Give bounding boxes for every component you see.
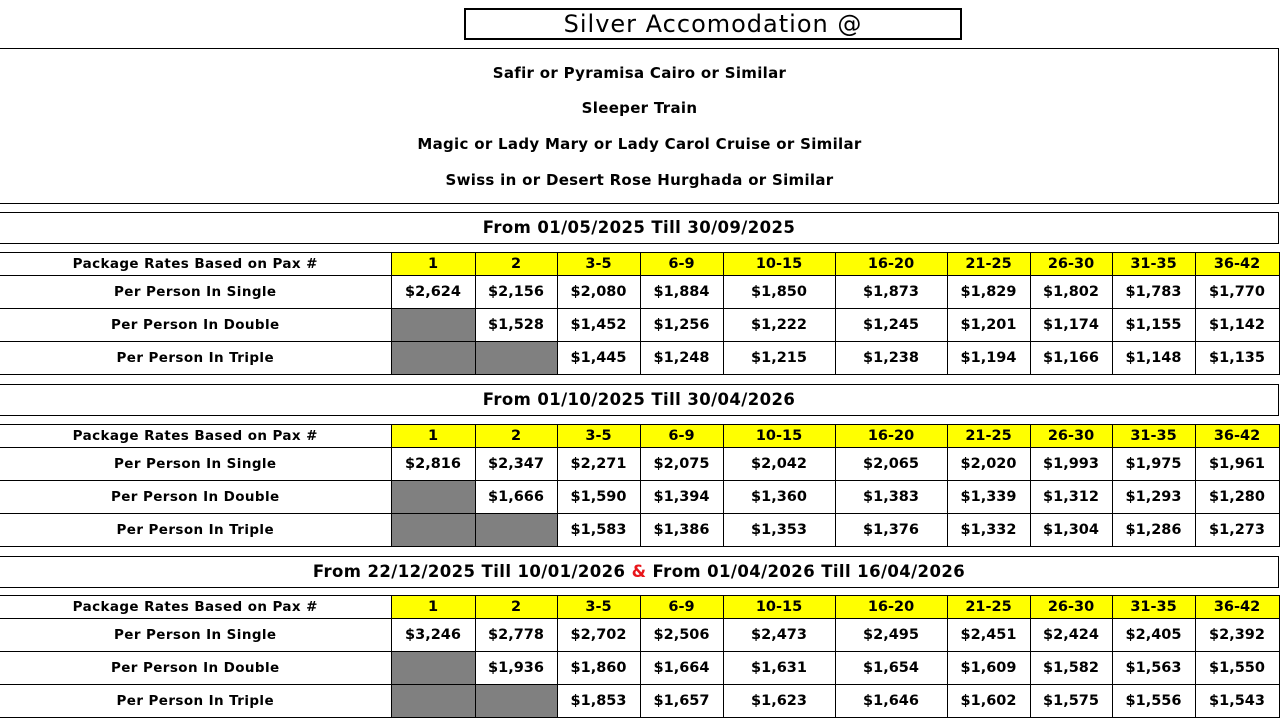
room-type-label: Per Person In Single [0, 276, 391, 309]
unavailable-cell [391, 342, 475, 375]
price-cell: $1,248 [640, 342, 723, 375]
hotels-box [0, 48, 1279, 204]
price-cell: $1,166 [1030, 342, 1112, 375]
room-type-label: Per Person In Single [0, 619, 391, 652]
price-cell: $1,850 [723, 276, 835, 309]
price-cell: $1,590 [557, 481, 640, 514]
price-cell: $2,080 [557, 276, 640, 309]
price-cell: $1,936 [475, 652, 557, 685]
price-cell: $1,563 [1112, 652, 1195, 685]
pax-group-header: 26-30 [1030, 425, 1112, 448]
period-range-1: From 22/12/2025 Till 10/01/2026 [312, 562, 626, 581]
price-cell: $1,280 [1195, 481, 1279, 514]
price-cell: $2,816 [391, 448, 475, 481]
price-cell: $2,778 [475, 619, 557, 652]
price-cell: $1,312 [1030, 481, 1112, 514]
price-cell: $1,993 [1030, 448, 1112, 481]
room-type-label: Per Person In Double [0, 481, 391, 514]
price-cell: $1,961 [1195, 448, 1279, 481]
period-heading: From 01/10/2025 Till 30/04/2026 [0, 384, 1279, 416]
hotel-line-cairo: Safir or Pyramisa Cairo or Similar [492, 64, 787, 82]
price-cell: $1,556 [1112, 685, 1195, 718]
room-type-label: Per Person In Double [0, 309, 391, 342]
ampersand: & [631, 562, 647, 581]
price-cell: $1,602 [947, 685, 1030, 718]
price-cell: $1,664 [640, 652, 723, 685]
pax-group-header: 1 [391, 596, 475, 619]
pax-group-header: 16-20 [835, 596, 947, 619]
price-cell: $1,452 [557, 309, 640, 342]
price-cell: $1,654 [835, 652, 947, 685]
price-cell: $3,246 [391, 619, 475, 652]
room-type-label: Per Person In Single [0, 448, 391, 481]
unavailable-cell [475, 342, 557, 375]
price-cell: $1,215 [723, 342, 835, 375]
price-cell: $1,386 [640, 514, 723, 547]
pax-group-header: 21-25 [947, 253, 1030, 276]
hotel-line-cruise: Magic or Lady Mary or Lady Carol Cruise or Similar [417, 135, 862, 153]
rates-table [0, 252, 1280, 375]
pax-group-header: 31-35 [1112, 596, 1195, 619]
pax-group-header: 3-5 [557, 253, 640, 276]
pax-group-header: 31-35 [1112, 253, 1195, 276]
price-cell: $1,360 [723, 481, 835, 514]
hotel-line-hurghada: Swiss in or Desert Rose Hurghada or Similar [445, 171, 834, 189]
price-cell: $2,451 [947, 619, 1030, 652]
pax-group-header: 21-25 [947, 596, 1030, 619]
price-cell: $1,666 [475, 481, 557, 514]
price-cell: $1,445 [557, 342, 640, 375]
price-cell: $1,853 [557, 685, 640, 718]
price-cell: $1,332 [947, 514, 1030, 547]
price-cell: $1,783 [1112, 276, 1195, 309]
price-cell: $1,802 [1030, 276, 1112, 309]
period-heading: From 01/05/2025 Till 30/09/2025 [0, 212, 1279, 244]
price-cell: $1,582 [1030, 652, 1112, 685]
price-cell: $2,020 [947, 448, 1030, 481]
pax-header-label: Package Rates Based on Pax # [0, 425, 391, 448]
pax-group-header: 2 [475, 425, 557, 448]
price-cell: $1,194 [947, 342, 1030, 375]
unavailable-cell [391, 514, 475, 547]
price-cell: $2,392 [1195, 619, 1279, 652]
price-cell: $1,142 [1195, 309, 1279, 342]
pax-group-header: 3-5 [557, 596, 640, 619]
price-cell: $1,631 [723, 652, 835, 685]
price-cell: $1,543 [1195, 685, 1279, 718]
price-cell: $2,156 [475, 276, 557, 309]
room-type-label: Per Person In Triple [0, 342, 391, 375]
price-cell: $2,506 [640, 619, 723, 652]
price-cell: $1,873 [835, 276, 947, 309]
rates-table [0, 424, 1280, 547]
pax-group-header: 36-42 [1195, 253, 1279, 276]
price-cell: $1,293 [1112, 481, 1195, 514]
price-cell: $1,394 [640, 481, 723, 514]
price-cell: $1,975 [1112, 448, 1195, 481]
pax-group-header: 21-25 [947, 425, 1030, 448]
pax-group-header: 3-5 [557, 425, 640, 448]
pax-group-header: 6-9 [640, 596, 723, 619]
price-cell: $2,271 [557, 448, 640, 481]
pax-group-header: 1 [391, 253, 475, 276]
price-cell: $1,770 [1195, 276, 1279, 309]
price-cell: $1,201 [947, 309, 1030, 342]
price-cell: $1,256 [640, 309, 723, 342]
price-cell: $1,353 [723, 514, 835, 547]
price-cell: $1,575 [1030, 685, 1112, 718]
pax-header-label: Package Rates Based on Pax # [0, 253, 391, 276]
room-type-label: Per Person In Triple [0, 685, 391, 718]
price-cell: $1,528 [475, 309, 557, 342]
pax-group-header: 10-15 [723, 253, 835, 276]
price-cell: $2,495 [835, 619, 947, 652]
price-cell: $1,646 [835, 685, 947, 718]
pax-group-header: 10-15 [723, 596, 835, 619]
price-cell: $2,624 [391, 276, 475, 309]
price-cell: $1,623 [723, 685, 835, 718]
price-cell: $1,222 [723, 309, 835, 342]
price-cell: $1,550 [1195, 652, 1279, 685]
rates-table [0, 595, 1280, 718]
room-type-label: Per Person In Triple [0, 514, 391, 547]
pax-group-header: 36-42 [1195, 425, 1279, 448]
room-type-label: Per Person In Double [0, 652, 391, 685]
price-cell: $1,286 [1112, 514, 1195, 547]
price-cell: $1,238 [835, 342, 947, 375]
unavailable-cell [391, 652, 475, 685]
page-title: Silver Accomodation @ [464, 8, 962, 40]
price-cell: $2,405 [1112, 619, 1195, 652]
price-cell: $2,473 [723, 619, 835, 652]
period-heading [0, 556, 1279, 588]
price-cell: $1,245 [835, 309, 947, 342]
price-cell: $1,583 [557, 514, 640, 547]
price-cell: $1,135 [1195, 342, 1279, 375]
price-cell: $1,155 [1112, 309, 1195, 342]
hotel-line-train: Sleeper Train [581, 99, 698, 117]
pax-group-header: 36-42 [1195, 596, 1279, 619]
pax-group-header: 26-30 [1030, 253, 1112, 276]
pax-header-label: Package Rates Based on Pax # [0, 596, 391, 619]
price-cell: $1,174 [1030, 309, 1112, 342]
pax-group-header: 26-30 [1030, 596, 1112, 619]
unavailable-cell [475, 685, 557, 718]
pax-group-header: 16-20 [835, 425, 947, 448]
price-cell: $1,339 [947, 481, 1030, 514]
pax-group-header: 2 [475, 253, 557, 276]
unavailable-cell [391, 309, 475, 342]
pax-group-header: 6-9 [640, 425, 723, 448]
price-cell: $2,042 [723, 448, 835, 481]
price-cell: $1,273 [1195, 514, 1279, 547]
pax-group-header: 16-20 [835, 253, 947, 276]
price-cell: $1,148 [1112, 342, 1195, 375]
price-cell: $1,884 [640, 276, 723, 309]
unavailable-cell [391, 685, 475, 718]
price-cell: $1,609 [947, 652, 1030, 685]
price-cell: $2,424 [1030, 619, 1112, 652]
period-range-2: From 01/04/2026 Till 16/04/2026 [652, 562, 966, 581]
pax-group-header: 31-35 [1112, 425, 1195, 448]
price-cell: $1,383 [835, 481, 947, 514]
price-cell: $1,829 [947, 276, 1030, 309]
price-cell: $1,860 [557, 652, 640, 685]
pax-group-header: 1 [391, 425, 475, 448]
price-cell: $2,702 [557, 619, 640, 652]
price-cell: $1,657 [640, 685, 723, 718]
price-cell: $2,075 [640, 448, 723, 481]
price-cell: $1,376 [835, 514, 947, 547]
unavailable-cell [475, 514, 557, 547]
price-cell: $2,065 [835, 448, 947, 481]
price-cell: $2,347 [475, 448, 557, 481]
pax-group-header: 2 [475, 596, 557, 619]
pax-group-header: 10-15 [723, 425, 835, 448]
pax-group-header: 6-9 [640, 253, 723, 276]
unavailable-cell [391, 481, 475, 514]
price-cell: $1,304 [1030, 514, 1112, 547]
